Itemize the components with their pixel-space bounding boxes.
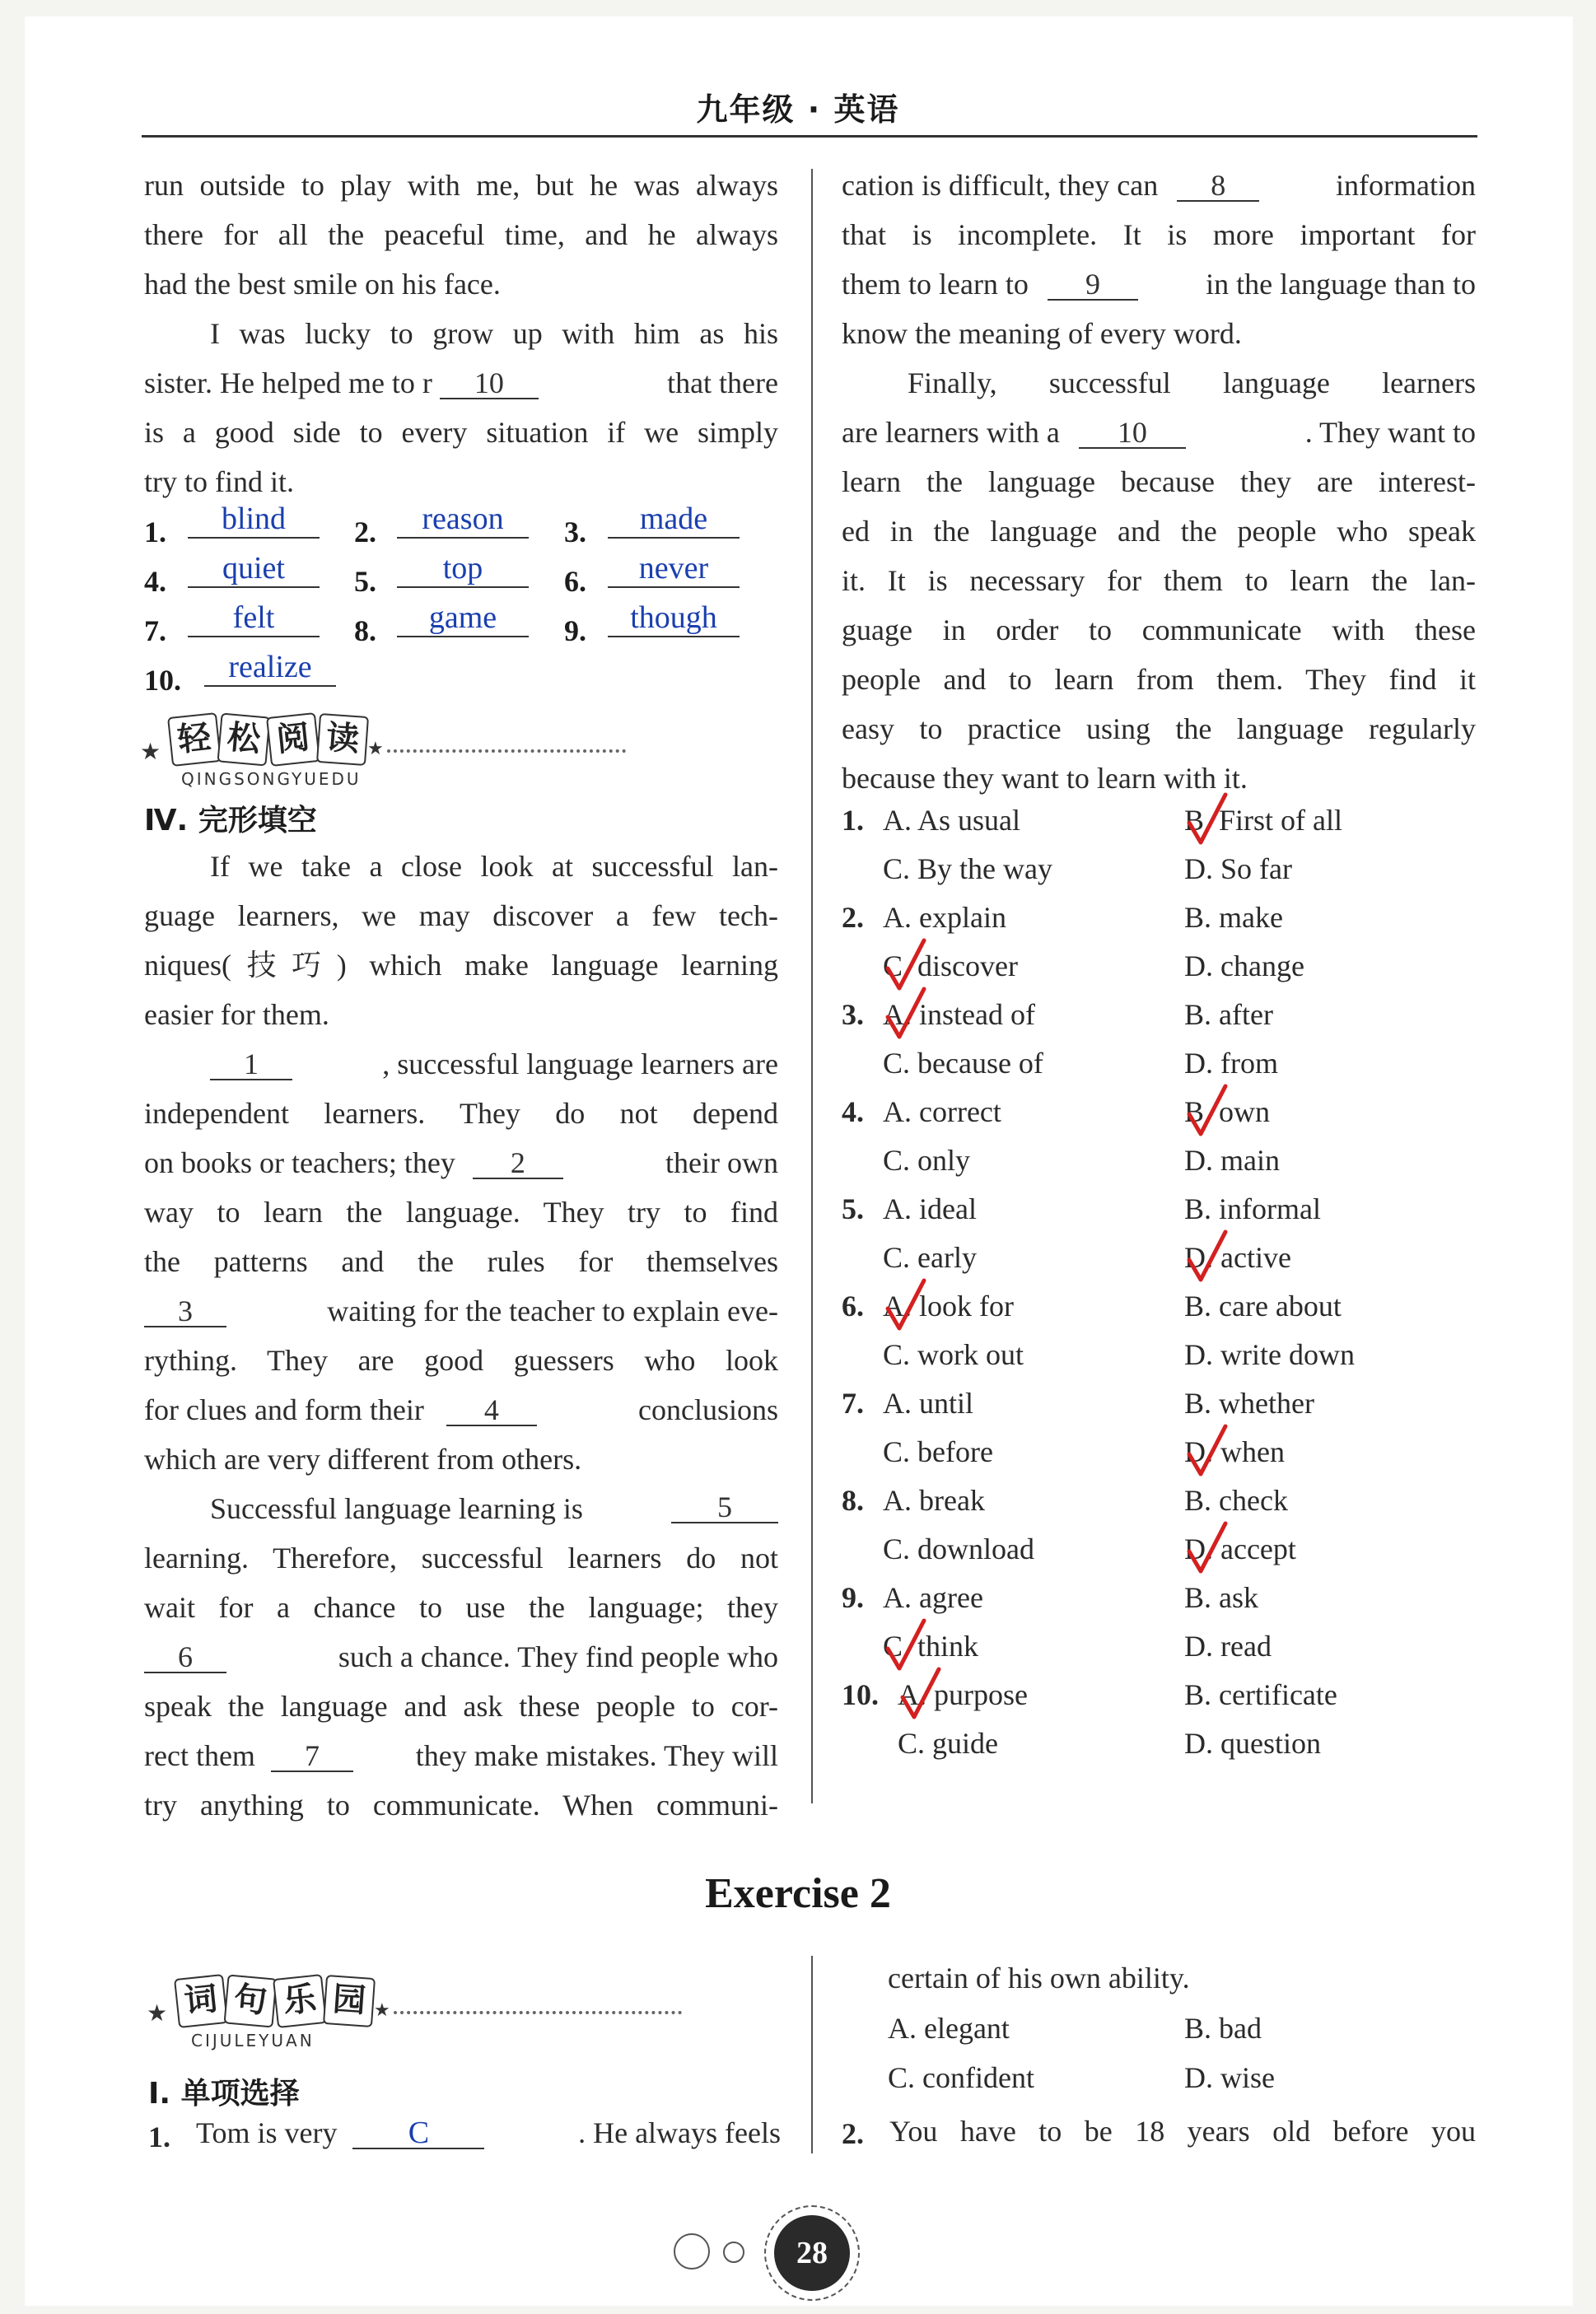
option-b: B. First of all [1184,804,1343,837]
option-a: A. until [883,1387,974,1420]
option-b: B. make [1184,901,1283,934]
text-fragment: rect them [144,1739,255,1772]
star-icon: ★ [374,1999,390,2020]
text-line: guage learners, we may discover a few tech- [144,899,778,932]
text-line: independent learners. They do not depend [144,1097,778,1130]
option-c: C. before [883,1435,993,1468]
blank-3: 3 [144,1296,226,1327]
question-number: 6. [842,1290,864,1323]
text-line-with-blank [144,1295,778,1327]
blank-4: 4 [446,1395,537,1426]
option-d: D. active [1184,1241,1291,1274]
option-a: A. elegant [888,2012,1010,2045]
text-fragment: their own [665,1146,778,1179]
answer-value: blind [188,501,320,539]
text-fragment: in the language than to [1206,268,1476,301]
exercise-title: Exercise 2 [705,1870,891,1917]
option-c: C. early [883,1241,977,1274]
option-d: D. question [1184,1727,1321,1760]
option-d: D. So far [1184,852,1292,885]
check-mark-icon [1186,1083,1229,1141]
page-number: 28 [774,2215,850,2291]
text-fragment: Successful language learning is [210,1492,583,1525]
check-mark-icon [1186,1229,1229,1286]
text-line: If we take a close look at successful lan- [210,850,778,883]
banner-char: 轻 [167,712,222,767]
check-mark-icon [899,1666,942,1724]
blank-10: 10 [1079,418,1186,449]
text-line: guage in order to communicate with these [842,613,1476,646]
option-c: C. By the way [883,852,1052,885]
answer-number: 7. [144,614,166,647]
answer-number: 2. [354,516,376,548]
star-icon: ★ [367,738,384,758]
text-line-with-blank [210,1492,778,1525]
check-mark-icon [1186,791,1229,849]
banner-char: 园 [323,1975,376,2027]
check-mark-icon [884,1277,927,1335]
option-d: D. accept [1184,1533,1296,1565]
option-d: D. from [1184,1047,1278,1080]
text-line-with-blank [144,1146,778,1179]
option-a: A. break [883,1484,985,1517]
banner-char: 阅 [266,712,320,767]
option-a: A. purpose [898,1678,1028,1711]
option-c: C. work out [883,1338,1024,1371]
option-d: D. wise [1184,2061,1275,2094]
question-number: 9. [842,1581,864,1614]
text-fragment: are learners with a [842,416,1060,449]
option-c: C. only [883,1144,971,1177]
text-line: the patterns and the rules for themselves [144,1245,778,1278]
section-banner-words [147,1976,690,2050]
answer-number: 4. [144,565,166,598]
banner-dotted-line [394,2011,682,2014]
text-line: had the best smile on his face. [144,268,501,301]
text-line-with-blank [842,268,1476,301]
star-icon: ★ [147,2001,168,2027]
option-b: B. certificate [1184,1678,1337,1711]
option-b: B. whether [1184,1387,1314,1420]
text-line: because they want to learn with it. [842,762,1248,795]
text-fragment: for clues and form their [144,1393,424,1426]
answer-number: 9. [564,614,586,647]
banner-pinyin: CIJULEYUAN [191,2031,315,2050]
text-fragment: waiting for the teacher to explain eve- [327,1295,778,1327]
text-line: people and to learn from them. They find it [842,663,1476,696]
section-title-single-choice: Ⅰ. 单项选择 [148,2077,300,2111]
text-line: way to learn the language. They try to find [144,1196,778,1229]
text-fragment: on books or teachers; they [144,1146,455,1179]
text-fragment: information [1336,169,1476,202]
question-number: 7. [842,1387,864,1420]
page-header-title: 九年级 · 英语 [696,91,900,128]
option-c: C. confident [888,2061,1034,2094]
option-d: D. main [1184,1144,1280,1177]
text-line: there for all the peaceful time, and he always [144,218,778,251]
text-line: easy to practice using the language regularly [842,712,1476,745]
text-line-with-blank [144,1393,778,1426]
blank-5: 5 [671,1492,778,1523]
text-fragment: conclusions [638,1393,778,1426]
option-a: A. instead of [883,998,1035,1031]
option-d: D. read [1184,1630,1272,1663]
text-line: rything. They are good guessers who look [144,1344,778,1377]
text-line-with-blank [144,1739,778,1772]
text-fragment: Tom is very [196,2116,338,2149]
text-line: try anything to communicate. When communi- [144,1789,778,1822]
text-fragment: sister. He helped me to r [144,366,432,399]
column-divider-top [811,169,813,1803]
answer-value: made [608,501,740,539]
question-number: 1. [842,804,864,837]
option-a: A. ideal [883,1192,977,1225]
text-fragment: them to learn to [842,268,1029,301]
text-line: speak the language and ask these people to cor- [144,1690,778,1723]
option-b: B. care about [1184,1290,1342,1323]
text-line: know the meaning of every word. [842,317,1242,350]
option-b: B. bad [1184,2012,1262,2045]
answer-value: never [608,550,740,588]
option-c: C. because of [883,1047,1043,1080]
answer-blank: C [352,2118,484,2149]
banner-char: 词 [174,1974,228,2028]
blank-1: 1 [210,1049,292,1080]
question-number: 8. [842,1484,864,1517]
option-b: B. ask [1184,1581,1258,1614]
text-line: is a good side to every situation if we simply [144,416,778,449]
text-fragment: that there [667,366,778,399]
option-c: C. think [883,1630,979,1663]
text-fragment: , successful language learners are [382,1047,778,1080]
question-number: 2. [842,901,864,934]
option-b: B. after [1184,998,1273,1031]
answer-value: felt [188,599,320,637]
option-a: A. look for [883,1290,1014,1323]
option-a: A. agree [883,1581,983,1614]
option-b: B. own [1184,1095,1271,1128]
answer-number: 3. [564,516,586,548]
blank-7: 7 [271,1741,353,1772]
blank-10: 10 [440,368,539,399]
question-number: 4. [842,1095,864,1128]
question-number: 10. [842,1678,879,1711]
answer-value: though [608,599,740,637]
answer-value: game [397,599,529,637]
text-fragment: cation is difficult, they can [842,169,1159,202]
text-line: I was lucky to grow up with him as his [210,317,778,350]
star-icon: ★ [140,739,161,765]
blank-2: 2 [473,1148,563,1179]
text-line: try to find it. [144,465,294,498]
answer-value: realize [204,649,336,687]
text-line: run outside to play with me, but he was always [144,169,778,202]
option-a: A. As usual [883,804,1021,837]
section-title-cloze: Ⅳ. 完形填空 [144,804,317,837]
answer-number: 8. [354,614,376,647]
answer-value: top [397,550,529,588]
column-divider-bottom [811,1956,813,2153]
banner-dotted-line [387,749,626,753]
text-line: which are very different from others. [144,1443,582,1476]
option-b: B. check [1184,1484,1288,1517]
text-line: niques(技巧) which make language learning [144,949,778,982]
page-dot-decoration [674,2233,710,2270]
check-mark-icon [1186,1423,1229,1481]
banner-char: 松 [217,712,270,766]
text-line: easier for them. [144,998,329,1031]
check-mark-icon [884,986,927,1043]
text-line: that is incomplete. It is more important for [842,218,1476,251]
check-mark-icon [1186,1520,1229,1578]
banner-pinyin: QINGSONGYUEDU [181,769,362,789]
question-number: 5. [842,1192,864,1225]
answer-value: quiet [188,550,320,588]
text-line: Finally, successful language learners [908,366,1476,399]
text-line-with-blank [210,1047,778,1080]
question-stem [196,2116,781,2149]
answer-number: 1. [144,516,166,548]
text-line: learn the language because they are interest- [842,465,1476,498]
question-number: 1. [148,2120,170,2153]
option-a: A. explain [883,901,1006,934]
blank-9: 9 [1048,269,1138,301]
banner-char: 句 [223,1974,277,2027]
header-rule [142,135,1477,138]
answer-number: 10. [144,664,181,697]
option-c: C. discover [883,949,1018,982]
text-line: certain of his own ability. [888,1962,1190,1994]
answer-value: reason [397,501,529,539]
text-line: learning. Therefore, successful learners do not [144,1542,778,1575]
text-fragment: they make mistakes. They will [415,1739,778,1772]
text-line-with-blank [842,169,1476,202]
answer-number: 5. [354,565,376,598]
banner-char: 读 [316,713,369,766]
question-number: 3. [842,998,864,1031]
banner-char: 乐 [273,1974,327,2028]
page-dot-decoration [723,2242,744,2263]
option-c: C. download [883,1533,1034,1565]
text-line: ed in the language and the people who speak [842,515,1476,548]
text-line-with-blank [144,1640,778,1673]
option-d: D. write down [1184,1338,1355,1371]
option-b: B. informal [1184,1192,1321,1225]
text-fragment: such a chance. They find people who [338,1640,778,1673]
question-stem: You have to be 18 years old before you [889,2115,1476,2148]
section-banner-reading [140,715,634,789]
blank-6: 6 [144,1642,226,1673]
option-d: D. when [1184,1435,1285,1468]
option-c: C. guide [898,1727,998,1760]
option-d: D. change [1184,949,1304,982]
text-line: it. It is necessary for them to learn the lan- [842,564,1476,597]
text-line-with-blank [842,416,1476,449]
text-fragment: . They want to [1304,416,1476,449]
question-number: 2. [842,2117,864,2150]
option-a: A. correct [883,1095,1001,1128]
text-line: wait for a chance to use the language; they [144,1591,778,1624]
blank-8: 8 [1177,170,1259,202]
text-fragment: . He always feels [578,2116,781,2149]
text-line-with-blank [144,366,778,399]
answer-number: 6. [564,565,586,598]
